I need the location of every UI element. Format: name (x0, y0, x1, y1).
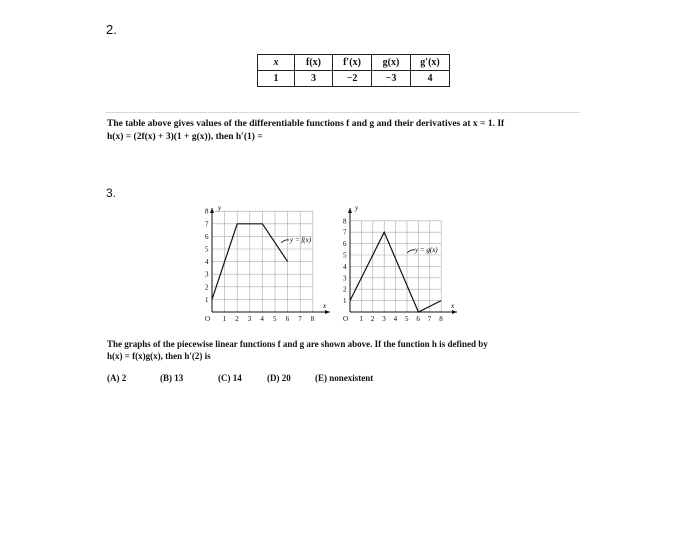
graph-f-y-tick-label: 8 (205, 207, 209, 216)
graph-g-x-tick-label: 6 (416, 315, 420, 323)
table-header-row (258, 55, 450, 71)
graph-f-x-tick-label: 4 (260, 315, 264, 323)
graph-f-y-tick-label: 3 (205, 270, 209, 279)
table-cell: −3 (372, 71, 411, 87)
graph-f-x-tick-label: 8 (310, 315, 315, 323)
graph-g-x-tick-label: 2 (370, 315, 375, 323)
graph-f (195, 200, 335, 330)
graph-g-y-tick-label: 5 (343, 251, 347, 260)
table-header-cell: f′(x) (333, 55, 372, 71)
graph-f-x-arrow (325, 310, 330, 314)
graph-g (335, 200, 465, 330)
choice-d: (D) 20 (267, 373, 291, 383)
graph-f-y-tick-label: 7 (205, 220, 209, 229)
graph-f-x-label: x (323, 302, 327, 310)
problem-3-text-line-2: h(x) = f(x)g(x), then h′(2) is (107, 351, 211, 361)
graph-g-x-arrow (452, 310, 457, 314)
problem-3-text-line-1: The graphs of the piecewise linear functions f and g are shown above. If the function h is defined by (107, 339, 488, 349)
graph-f-x-tick-label: 6 (285, 315, 290, 323)
graph-f-x-tick-label: 3 (247, 315, 252, 323)
graph-g-label-pointer (407, 250, 415, 253)
graph-f-x-tick-label: 1 (222, 315, 227, 323)
graph-f-y-tick-label: 1 (205, 295, 209, 304)
table-header-cell: x (258, 55, 295, 71)
table-header-cell: g′(x) (411, 55, 450, 71)
graph-f-y-tick-label: 5 (205, 245, 209, 254)
graph-f-y-tick-label: 2 (205, 283, 209, 292)
graph-f-origin: O (205, 315, 211, 323)
graph-f-grid (212, 211, 313, 312)
graph-f-y-tick-label: 6 (205, 232, 209, 241)
choice-c: (C) 14 (218, 373, 242, 383)
graph-g-x-tick-label: 5 (405, 315, 409, 323)
graph-g-x-tick-label: 3 (382, 315, 386, 323)
problem-2-text-line-1: The table above gives values of the differentiable functions f and g and their derivatives at x = 1. If (107, 119, 505, 129)
graph-g-y-tick-label: 1 (343, 297, 347, 306)
choice-e: (E) nonexistent (315, 373, 374, 383)
graph-g-y-tick-label: 4 (343, 262, 347, 271)
graph-g-grid (350, 221, 441, 312)
table-header-cell: f(x) (295, 55, 333, 71)
graph-f-y-label: y (218, 204, 222, 212)
graph-g-origin: O (343, 315, 349, 323)
graph-g-x-tick-label: 7 (427, 315, 432, 323)
values-table (257, 54, 450, 87)
graph-g-y-arrow (348, 208, 352, 213)
problem-3-number: 3. (106, 186, 117, 200)
choice-b: (B) 13 (160, 373, 184, 383)
table-header-cell: g(x) (372, 55, 411, 71)
choice-a: (A) 2 (107, 373, 127, 383)
graph-g-y-tick-label: 2 (343, 285, 347, 294)
graph-f-x-tick-label: 7 (298, 315, 302, 323)
graph-g-x-tick-label: 1 (359, 315, 363, 323)
graph-f-y-arrow (210, 208, 214, 213)
graph-g-x-tick-label: 4 (393, 315, 398, 323)
graph-g-label: y = g(x) (415, 246, 438, 254)
graph-g-y-label: y (355, 204, 359, 212)
graph-g-y-tick-label: 3 (343, 274, 347, 283)
graph-g-y-tick-label: 7 (343, 228, 347, 237)
table-row (258, 71, 450, 87)
graph-g-y-tick-label: 8 (343, 217, 347, 226)
table-cell: 4 (411, 71, 450, 87)
graph-f-x-tick-label: 5 (273, 315, 277, 323)
table-cell: 1 (258, 71, 295, 87)
graph-f-x-tick-label: 2 (235, 315, 239, 323)
problem-2-number: 2. (106, 22, 117, 37)
graph-f-ticks (205, 208, 315, 323)
table-cell: 3 (295, 71, 333, 87)
divider (106, 112, 580, 113)
graph-f-label: y = f(x) (290, 236, 312, 244)
graph-g-y-tick-label: 6 (343, 240, 347, 249)
problem-2-text-line-2: h(x) = (2f(x) + 3)(1 + g(x)), then h′(1) = (107, 132, 263, 142)
graph-f-y-tick-label: 4 (205, 258, 209, 267)
graph-g-x-tick-label: 8 (439, 315, 443, 323)
table-cell: −2 (333, 71, 372, 87)
graph-g-x-label: x (451, 302, 455, 310)
